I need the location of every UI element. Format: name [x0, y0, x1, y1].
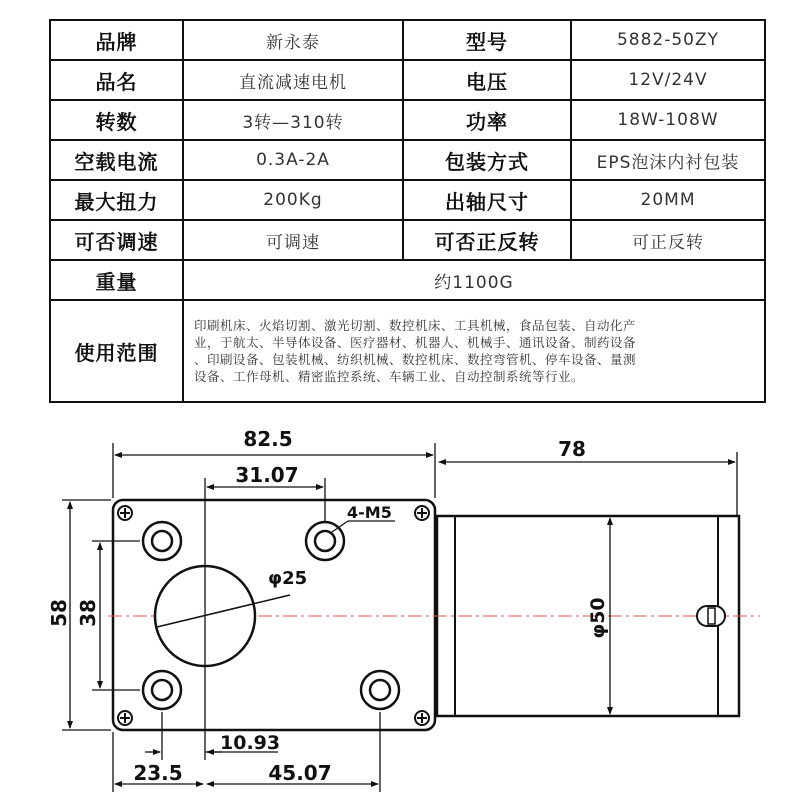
spec-value: 可正反转: [571, 220, 765, 260]
mount-hole-br: [361, 671, 399, 709]
dim-shaft-offset-label: 10.93: [220, 732, 281, 754]
spec-key: 出轴尺寸: [403, 180, 571, 220]
spec-key: 品牌: [50, 20, 183, 60]
corner-screw-tl: [118, 506, 132, 520]
spec-value: EPS泡沫内衬包装: [571, 140, 765, 180]
usage-label: 使用范围: [50, 300, 183, 402]
usage-line: 印刷机床、火焰切割、激光切割、数控机床、工具机械，食品包装、自动化产: [194, 318, 637, 333]
dim-height-label: 58: [47, 599, 71, 627]
spec-key: 功率: [403, 100, 571, 140]
spec-key: 包装方式: [403, 140, 571, 180]
spec-value: 5882-50ZY: [571, 20, 765, 60]
spec-value: 0.3A-2A: [183, 140, 403, 180]
spec-key: 可否调速: [50, 220, 183, 260]
mount-hole-bl: [143, 671, 181, 709]
dim-motor-dia-label: φ50: [587, 597, 609, 639]
spec-value: 可调速: [183, 220, 403, 260]
spec-key: 转数: [50, 100, 183, 140]
spec-value: 12V/24V: [571, 60, 765, 100]
spec-key: 空载电流: [50, 140, 183, 180]
corner-screw-tr: [415, 506, 429, 520]
spec-value: 200Kg: [183, 180, 403, 220]
spec-value: 直流减速电机: [183, 60, 403, 100]
dim-motor-length-label: 78: [558, 437, 586, 461]
spec-key: 可否正反转: [403, 220, 571, 260]
spec-value: 18W-108W: [571, 100, 765, 140]
usage-line: 设备、工作母机、精密监控系统、车辆工业、自动控制系统等行业。: [194, 369, 585, 384]
spec-key: 电压: [403, 60, 571, 100]
spec-value: 20MM: [571, 180, 765, 220]
corner-screw-bl: [118, 711, 132, 725]
weight-value: 约1100G: [183, 260, 765, 300]
usage-line: 业，于航太、半导体设备、医疗器材、机器人、机械手、通讯设备、制药设备: [194, 335, 637, 350]
terminal-icon: [697, 606, 725, 626]
dim-width-label: 82.5: [243, 427, 293, 451]
spec-value: 3转—310转: [183, 100, 403, 140]
usage-line: 、印刷设备、包装机械、纺织机械、数控机床、数控弯管机、停车设备、量测: [194, 352, 637, 367]
dim-holes-label: 4-M5: [347, 503, 392, 522]
dim-hole-spacing-v-label: 38: [76, 599, 100, 627]
weight-label: 重量: [50, 260, 183, 300]
dim-hole-spacing-top-label: 31.07: [235, 463, 299, 487]
corner-screw-br: [415, 711, 429, 725]
dim-boss-dia-label: φ25: [268, 568, 308, 589]
spec-value: 新永泰: [183, 20, 403, 60]
mount-hole-tl: [143, 522, 181, 560]
dim-hole-spacing-bottom-label: 45.07: [268, 761, 332, 785]
spec-key: 最大扭力: [50, 180, 183, 220]
dim-left-offset-label: 23.5: [133, 761, 183, 785]
spec-key: 品名: [50, 60, 183, 100]
spec-key: 型号: [403, 20, 571, 60]
